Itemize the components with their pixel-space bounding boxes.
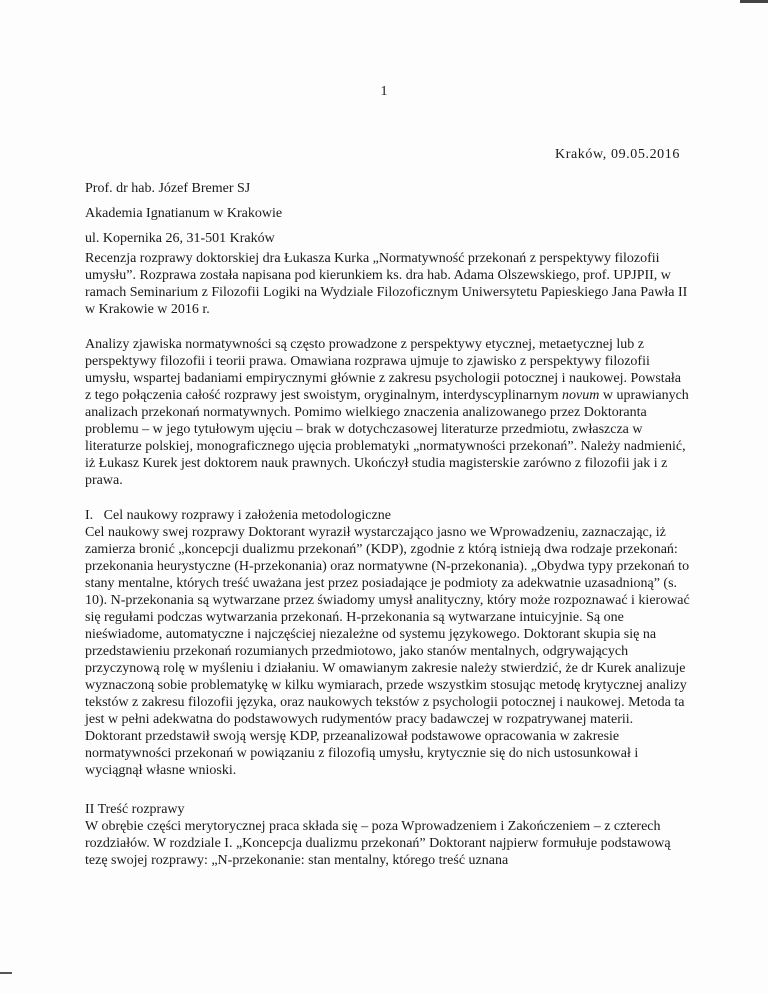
page-number: 1 <box>380 84 388 99</box>
section-2-paragraph: W obrębie części merytorycznej praca składa się – poza Wprowadzeniem i Zakończeniem – z czterech rozdziałów. W rozdziale I. „Koncepcja dualizmu przekonań” Doktorant najpierw formułuje podstawową tezę swojej rozprawy: „N-przekonanie: stan mentalny, którego treść uznana <box>85 819 671 868</box>
scan-edge-mark-top <box>740 0 768 3</box>
review-body <box>85 250 690 869</box>
intro-text-part-1: Analizy zjawiska normatywności są często prowadzone z perspektywy etycznej, metaetycznej lub z perspektywy filozofii i teorii prawa. Omawiana rozprawa ujmuje to zjawisko z perspektywy filozofii umysłu, wspartej badaniami empirycznymi głównie z zakresu psychologii potocznej i naukowej. Powstała z tego połączenia całość rozprawy jest swoistym, oryginalnym, interdyscyplinarnym <box>85 337 682 403</box>
place-date: Kraków, 09.05.2016 <box>555 147 680 162</box>
intro-text-part-2: w uprawianych analizach przekonań normatywnych. Pomimo wielkiego znaczenia analizowanego przez Doktoranta problemu – w jego tytułowym ujęciu – brak w dotychczasowej literaturze przedmiotu, zwłaszcza w literaturze polskiej, monograficznego ujęcia problematyki „normatywności przekonań”. Należy nadmienić, iż Łukasz Kurek jest doktorem nauk prawnych. Ukończył studia magisterskie zarówno z filozofii jak i z prawa. <box>85 388 689 488</box>
section-1-heading: I. Cel naukowy rozprawy i założenia metodologiczne <box>85 508 391 523</box>
review-title-paragraph: Recenzja rozprawy doktorskiej dra Łukasza Kurka „Normatywność przekonań z perspektywy filozofii umysłu”. Rozprawa została napisana pod kierunkiem ks. dra hab. Adama Olszewskiego, prof. UPJPII, w ramach Seminarium z Filozofii Logiki na Wydziale Filozoficznym Uniwersytetu Papieskiego Jana Pawła II w Krakowie w 2016 r. <box>85 251 688 317</box>
section-1-paragraph: Cel naukowy swej rozprawy Doktorant wyraził wystarczająco jasno we Wprowadzeniu, zaznaczając, iż zamierza bronić „koncepcji dualizmu przekonań” (KDP), zgodnie z którą istnieją dwa rodzaje przekonań: przekonania heurystyczne (H-przekonania) oraz normatywne (N-przekonania). „Obydwa typy przekonań to stany mentalne, których treść uważana jest przez posiadające je podmioty za adekwatnie uzasadnioną” (s. 10). N-przekonania są wytwarzane przez świadomy umysł analityczny, który może rozpoznawać i kierować się regułami podczas wytwarzania przekonań. H-przekonania są wytwarzane intuicyjnie. Są one nieświadome, automatyczne i najczęściej niezależne od systemu językowego. Doktorant skupia się na przedstawieniu przekonań rozumianych przedmiotowo, jako stanów mentalnych, odgrywających przyczynową rolę w myśleniu i działaniu. W omawianym zakresie należy stwierdzić, że dr Kurek analizuje wyznaczoną sobie problematykę w kilku wymiarach, przede wszystkim stosując metodę krytycznej analizy tekstów z zakresu filozofii języka, oraz naukowych tekstów z psychologii potocznej i naukowej. Metoda ta jest w pełni adekwatna do podstawowych rudymentów pracy badawczej w rozpatrywanej materii. Doktorant przedstawił swoją wersję KDP, przeanalizował podstawowe opracowania w zakresie normatywności przekonań w powiązaniu z filozofią umysłu, krytycznie się do nich ustosunkował i wyciągnął własne wnioski. <box>85 525 690 778</box>
scan-edge-mark-left <box>0 972 12 974</box>
reviewer-address <box>85 176 282 251</box>
reviewer-name: Prof. dr hab. Józef Bremer SJ <box>85 181 251 196</box>
section-2-heading: II Treść rozprawy <box>85 802 185 817</box>
intro-emphasis: novum <box>562 388 600 403</box>
reviewer-institution: Akademia Ignatianum w Krakowie <box>85 206 283 221</box>
reviewer-street: ul. Kopernika 26, 31-501 Kraków <box>85 231 275 246</box>
intro-paragraph <box>85 336 690 489</box>
